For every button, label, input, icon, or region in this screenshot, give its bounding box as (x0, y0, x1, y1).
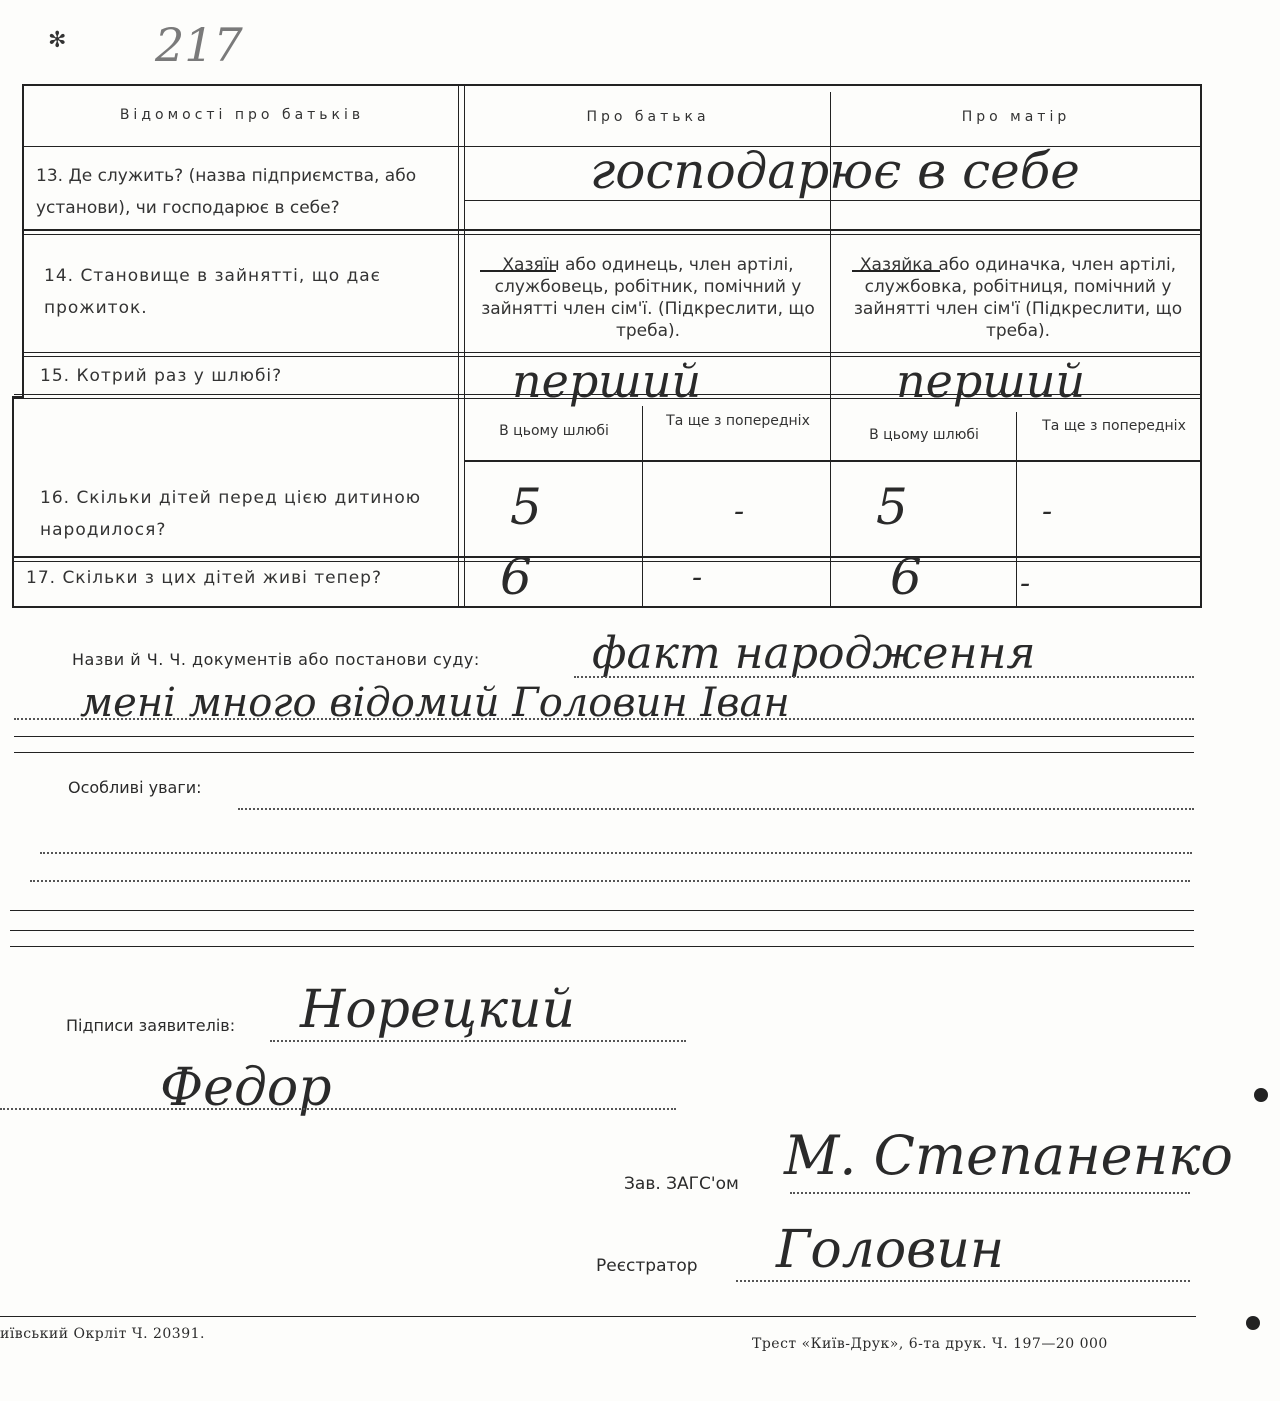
answer-15-mother: перший (896, 354, 1086, 408)
remarks-rule-1 (10, 910, 1194, 911)
answer-13-handwritten: господарює в себе (590, 142, 1080, 200)
documents-rule-2 (14, 752, 1194, 753)
documents-rule-1 (14, 736, 1194, 737)
footer-right-imprint: Трест «Київ-Друк», 6-та друк. Ч. 197—20 000 (752, 1336, 1108, 1352)
underline-father-owner (480, 270, 556, 272)
question-13-label: 13. Де служить? (назва підприємства, або установи), чи господарює в себе? (36, 166, 417, 218)
remarks-line-1 (238, 808, 1194, 810)
subheader-father-previous: Та ще з попередніх (666, 413, 810, 429)
registrar-signature: Головин (776, 1220, 1005, 1280)
applicants-signatures-label: Підписи заявителів: (66, 1016, 236, 1035)
applicant-signature-2: Федор (160, 1058, 332, 1118)
footer-left-imprint: иївський Окрліт Ч. 20391. (0, 1326, 205, 1342)
footer-rule (0, 1316, 1196, 1317)
question-15-label: 15. Котрий раз у шлюбі? (40, 366, 283, 386)
answer-14-father-options: Хазяїн або одинець, член артілі, службовець, робітник, помічний у зайнятті член сім'ї. (Підкреслити, що треба). (481, 255, 815, 341)
documents-label: Назви й Ч. Ч. документів або постанови суду: (72, 650, 480, 669)
applicant-signature-1: Норецкий (300, 980, 576, 1040)
remarks-rule-2 (10, 930, 1194, 931)
header-parents-info: Відомості про батьків (119, 107, 365, 123)
subheader-mother-previous: Та ще з попередніх (1042, 418, 1186, 434)
answer-15-father: перший (512, 354, 702, 408)
binding-hole-1 (1254, 1088, 1268, 1102)
answer-17-mother-prev: - (1020, 566, 1031, 601)
answer-17-father-this: 6 (500, 548, 532, 606)
underline-mother-owner (852, 270, 940, 272)
question-17-label: 17. Скільки з цих дітей живі тепер? (26, 568, 382, 588)
signature-line-1 (270, 1040, 686, 1042)
corner-mark: ✻ (48, 28, 67, 53)
documents-dotted-line-1 (574, 676, 1194, 678)
answer-17-mother-this: 6 (890, 548, 922, 606)
subheader-mother-this-marriage: В цьому шлюбі (869, 427, 979, 443)
remarks-line-3 (30, 880, 1190, 882)
remarks-line-2 (40, 852, 1192, 854)
top-handwritten-number: 217 (155, 18, 243, 72)
binding-hole-2 (1246, 1316, 1260, 1330)
answer-14-mother-options: Хазяйка або одиначка, член артілі, службовка, робітниця, помічний у зайнятті член сім'ї (Підкреслити, що треба). (853, 255, 1183, 341)
head-zags-signature: М. Степаненко (784, 1124, 1233, 1187)
question-16-label: 16. Скільки дітей перед цією дитиною народилося? (40, 488, 422, 540)
remarks-label: Особливі уваги: (68, 778, 202, 797)
registrar-line (736, 1280, 1190, 1282)
answer-16-mother-this: 5 (876, 478, 908, 536)
head-zags-label: Зав. ЗАГС'ом (624, 1174, 739, 1194)
header-mother: Про матір (961, 109, 1071, 125)
header-father: Про батька (586, 109, 710, 125)
remarks-rule-3 (10, 946, 1194, 947)
answer-16-father-this: 5 (510, 478, 542, 536)
subheader-father-this-marriage: В цьому шлюбі (499, 423, 609, 439)
registrar-label: Реєстратор (596, 1256, 698, 1276)
documents-line-2: мені много відомий Головин Іван (80, 680, 790, 726)
signature-line-2 (0, 1108, 676, 1110)
answer-16-mother-prev: - (1042, 494, 1053, 529)
question-14-label: 14. Становище в зайнятті, що дає прожиток. (44, 266, 382, 318)
answer-16-father-prev: - (734, 494, 745, 529)
answer-17-father-prev: - (692, 560, 703, 595)
head-zags-line (790, 1192, 1190, 1194)
documents-dotted-line-2 (14, 718, 1194, 720)
documents-line-1: факт народження (592, 628, 1036, 679)
